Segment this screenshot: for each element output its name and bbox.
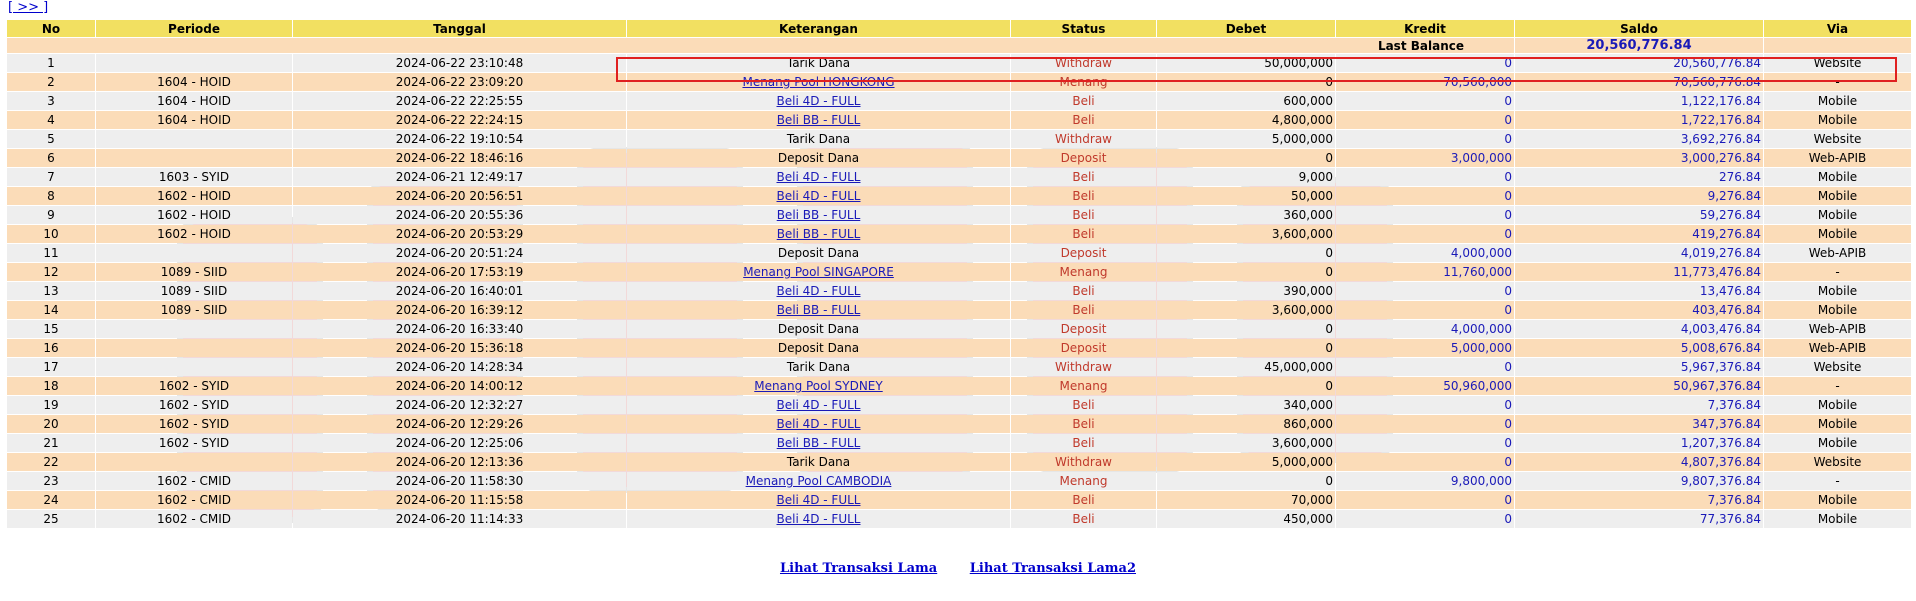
transaction-detail-link[interactable]: Beli 4D - FULL (776, 493, 861, 507)
row-debet: 0 (1157, 472, 1335, 490)
table-row (7, 206, 1911, 224)
row-number: 21 (7, 434, 95, 452)
row-number: 24 (7, 491, 95, 509)
row-number: 23 (7, 472, 95, 490)
row-keterangan (627, 187, 1010, 205)
row-debet: 3,600,000 (1157, 434, 1335, 452)
row-periode: 1602 - HOID (96, 206, 292, 224)
last-balance-value: 20,560,776.84 (1515, 38, 1763, 53)
row-via: Mobile (1764, 206, 1911, 224)
table-row (7, 130, 1911, 148)
row-via: Mobile (1764, 491, 1911, 509)
row-keterangan (627, 111, 1010, 129)
row-debet: 0 (1157, 339, 1335, 357)
row-tanggal: 2024-06-20 14:00:12 (293, 377, 626, 395)
row-keterangan: Deposit Dana (627, 244, 1010, 262)
row-number: 12 (7, 263, 95, 281)
transaction-detail-link[interactable]: Menang Pool SINGAPORE (743, 265, 894, 279)
row-tanggal: 2024-06-20 12:25:06 (293, 434, 626, 452)
row-saldo: 3,000,276.84 (1515, 149, 1763, 167)
last-balance-row (7, 38, 1911, 53)
row-periode: 1089 - SIID (96, 282, 292, 300)
row-number: 10 (7, 225, 95, 243)
row-keterangan (627, 263, 1010, 281)
row-periode: 1602 - CMID (96, 510, 292, 528)
row-tanggal: 2024-06-20 16:40:01 (293, 282, 626, 300)
row-debet: 860,000 (1157, 415, 1335, 433)
row-saldo: 9,276.84 (1515, 187, 1763, 205)
row-periode: 1604 - HOID (96, 111, 292, 129)
transaction-detail-link[interactable]: Beli BB - FULL (776, 303, 861, 317)
row-saldo: 4,003,476.84 (1515, 320, 1763, 338)
row-number: 1 (7, 54, 95, 72)
row-number: 14 (7, 301, 95, 319)
row-periode: 1602 - SYID (96, 415, 292, 433)
row-status: Deposit (1011, 339, 1156, 357)
row-debet: 3,600,000 (1157, 301, 1335, 319)
table-row (7, 301, 1911, 319)
row-tanggal: 2024-06-22 23:09:20 (293, 73, 626, 91)
column-header: No (7, 20, 95, 37)
transaction-detail-link[interactable]: Beli 4D - FULL (776, 398, 861, 412)
row-kredit: 0 (1336, 187, 1514, 205)
row-via: - (1764, 73, 1911, 91)
row-periode: 1602 - SYID (96, 396, 292, 414)
row-via: - (1764, 472, 1911, 490)
table-row (7, 434, 1911, 452)
row-number: 22 (7, 453, 95, 471)
row-kredit: 0 (1336, 225, 1514, 243)
row-tanggal: 2024-06-20 12:13:36 (293, 453, 626, 471)
row-periode: 1089 - SIID (96, 301, 292, 319)
row-kredit: 0 (1336, 415, 1514, 433)
row-saldo: 13,476.84 (1515, 282, 1763, 300)
row-periode: 1604 - HOID (96, 73, 292, 91)
row-keterangan (627, 92, 1010, 110)
row-debet: 0 (1157, 377, 1335, 395)
row-keterangan: Tarik Dana (627, 358, 1010, 376)
row-via: Website (1764, 358, 1911, 376)
row-saldo: 59,276.84 (1515, 206, 1763, 224)
table-row (7, 377, 1911, 395)
row-keterangan (627, 282, 1010, 300)
row-keterangan (627, 491, 1010, 509)
row-kredit: 9,800,000 (1336, 472, 1514, 490)
row-via: - (1764, 263, 1911, 281)
row-kredit: 0 (1336, 54, 1514, 72)
transaction-detail-link[interactable]: Beli 4D - FULL (776, 94, 861, 108)
table-header-row (7, 20, 1911, 37)
row-via: Mobile (1764, 92, 1911, 110)
row-kredit: 3,000,000 (1336, 149, 1514, 167)
row-periode: 1603 - SYID (96, 168, 292, 186)
transaction-detail-link[interactable]: Beli BB - FULL (776, 113, 861, 127)
row-tanggal: 2024-06-20 14:28:34 (293, 358, 626, 376)
row-keterangan: Tarik Dana (627, 54, 1010, 72)
row-status: Beli (1011, 491, 1156, 509)
row-saldo: 1,722,176.84 (1515, 111, 1763, 129)
row-kredit: 0 (1336, 510, 1514, 528)
row-number: 15 (7, 320, 95, 338)
row-status: Beli (1011, 282, 1156, 300)
row-periode: 1602 - CMID (96, 472, 292, 490)
row-via: Mobile (1764, 187, 1911, 205)
row-debet: 340,000 (1157, 396, 1335, 414)
row-via: Web-APIB (1764, 244, 1911, 262)
row-kredit: 0 (1336, 453, 1514, 471)
row-number: 11 (7, 244, 95, 262)
row-saldo: 7,376.84 (1515, 396, 1763, 414)
row-keterangan: Tarik Dana (627, 453, 1010, 471)
row-number: 25 (7, 510, 95, 528)
row-kredit: 0 (1336, 92, 1514, 110)
row-status: Beli (1011, 111, 1156, 129)
row-saldo: 1,122,176.84 (1515, 92, 1763, 110)
row-periode (96, 453, 292, 471)
row-keterangan (627, 377, 1010, 395)
row-keterangan: Deposit Dana (627, 320, 1010, 338)
row-status: Beli (1011, 168, 1156, 186)
row-periode: 1089 - SIID (96, 263, 292, 281)
row-status: Beli (1011, 225, 1156, 243)
row-debet: 0 (1157, 244, 1335, 262)
row-debet: 4,800,000 (1157, 111, 1335, 129)
row-kredit: 0 (1336, 168, 1514, 186)
row-periode: 1602 - HOID (96, 187, 292, 205)
row-status: Menang (1011, 73, 1156, 91)
row-kredit: 11,760,000 (1336, 263, 1514, 281)
table-row (7, 491, 1911, 509)
row-number: 8 (7, 187, 95, 205)
row-saldo: 7,376.84 (1515, 491, 1763, 509)
row-kredit: 70,560,000 (1336, 73, 1514, 91)
row-tanggal: 2024-06-20 11:15:58 (293, 491, 626, 509)
row-tanggal: 2024-06-20 12:32:27 (293, 396, 626, 414)
row-saldo: 403,476.84 (1515, 301, 1763, 319)
row-via: Mobile (1764, 282, 1911, 300)
transaction-detail-link[interactable]: Beli 4D - FULL (776, 189, 861, 203)
row-saldo: 77,376.84 (1515, 510, 1763, 528)
row-periode (96, 244, 292, 262)
row-status: Deposit (1011, 244, 1156, 262)
row-tanggal: 2024-06-20 16:39:12 (293, 301, 626, 319)
row-debet: 0 (1157, 263, 1335, 281)
row-keterangan (627, 396, 1010, 414)
row-kredit: 4,000,000 (1336, 244, 1514, 262)
column-header: Status (1011, 20, 1156, 37)
view-old-transactions-2-link[interactable]: Lihat Transaksi Lama2 (969, 561, 1136, 576)
row-kredit: 0 (1336, 396, 1514, 414)
row-via: Web-APIB (1764, 149, 1911, 167)
transaction-detail-link[interactable]: Beli 4D - FULL (776, 417, 861, 431)
transaction-detail-link[interactable]: Beli 4D - FULL (776, 512, 861, 526)
column-header: Periode (96, 20, 292, 37)
row-tanggal: 2024-06-20 12:29:26 (293, 415, 626, 433)
row-debet: 9,000 (1157, 168, 1335, 186)
row-periode: 1604 - HOID (96, 92, 292, 110)
row-debet: 0 (1157, 73, 1335, 91)
row-tanggal: 2024-06-21 12:49:17 (293, 168, 626, 186)
last-balance-label: Last Balance (7, 38, 1514, 53)
row-via: - (1764, 377, 1911, 395)
next-page-link[interactable]: [ >> ] (8, 0, 49, 15)
row-tanggal: 2024-06-20 20:56:51 (293, 187, 626, 205)
row-debet: 0 (1157, 320, 1335, 338)
row-saldo: 50,967,376.84 (1515, 377, 1763, 395)
table-row (7, 187, 1911, 205)
table-row (7, 415, 1911, 433)
row-via: Mobile (1764, 225, 1911, 243)
row-periode: 1602 - SYID (96, 434, 292, 452)
table-row (7, 54, 1911, 72)
row-saldo: 347,376.84 (1515, 415, 1763, 433)
row-kredit: 0 (1336, 282, 1514, 300)
row-status: Beli (1011, 510, 1156, 528)
row-via: Mobile (1764, 168, 1911, 186)
row-number: 9 (7, 206, 95, 224)
row-status: Menang (1011, 377, 1156, 395)
row-saldo: 1,207,376.84 (1515, 434, 1763, 452)
row-saldo: 3,692,276.84 (1515, 130, 1763, 148)
row-via: Website (1764, 54, 1911, 72)
transaction-detail-link[interactable]: Beli 4D - FULL (776, 284, 861, 298)
transaction-detail-link[interactable]: Menang Pool SYDNEY (754, 379, 883, 393)
table-row (7, 320, 1911, 338)
row-keterangan: Deposit Dana (627, 339, 1010, 357)
row-number: 19 (7, 396, 95, 414)
column-header: Tanggal (293, 20, 626, 37)
row-debet: 450,000 (1157, 510, 1335, 528)
row-kredit: 4,000,000 (1336, 320, 1514, 338)
transaction-detail-link[interactable]: Beli BB - FULL (776, 436, 861, 450)
row-status: Beli (1011, 434, 1156, 452)
row-periode: 1602 - HOID (96, 225, 292, 243)
row-saldo: 4,019,276.84 (1515, 244, 1763, 262)
row-number: 2 (7, 73, 95, 91)
row-tanggal: 2024-06-20 11:58:30 (293, 472, 626, 490)
row-via: Mobile (1764, 415, 1911, 433)
row-keterangan (627, 415, 1010, 433)
table-row (7, 168, 1911, 186)
row-keterangan (627, 225, 1010, 243)
transaction-detail-link[interactable]: Beli 4D - FULL (776, 170, 861, 184)
table-row (7, 282, 1911, 300)
row-keterangan: Tarik Dana (627, 130, 1010, 148)
row-saldo: 20,560,776.84 (1515, 54, 1763, 72)
column-header: Saldo (1515, 20, 1763, 37)
row-keterangan (627, 510, 1010, 528)
row-tanggal: 2024-06-20 16:33:40 (293, 320, 626, 338)
row-debet: 45,000,000 (1157, 358, 1335, 376)
row-saldo: 276.84 (1515, 168, 1763, 186)
row-number: 17 (7, 358, 95, 376)
row-number: 6 (7, 149, 95, 167)
table-row (7, 453, 1911, 471)
row-debet: 5,000,000 (1157, 130, 1335, 148)
row-status: Menang (1011, 472, 1156, 490)
row-kredit: 0 (1336, 301, 1514, 319)
column-header: Keterangan (627, 20, 1010, 37)
row-number: 4 (7, 111, 95, 129)
row-keterangan (627, 168, 1010, 186)
row-kredit: 5,000,000 (1336, 339, 1514, 357)
row-status: Beli (1011, 301, 1156, 319)
row-status: Menang (1011, 263, 1156, 281)
row-saldo: 5,008,676.84 (1515, 339, 1763, 357)
row-periode (96, 149, 292, 167)
row-status: Withdraw (1011, 358, 1156, 376)
row-tanggal: 2024-06-20 20:51:24 (293, 244, 626, 262)
row-periode (96, 130, 292, 148)
table-row (7, 339, 1911, 357)
row-debet: 390,000 (1157, 282, 1335, 300)
row-periode (96, 339, 292, 357)
row-via: Website (1764, 453, 1911, 471)
row-tanggal: 2024-06-20 20:53:29 (293, 225, 626, 243)
row-debet: 5,000,000 (1157, 453, 1335, 471)
row-tanggal: 2024-06-20 11:14:33 (293, 510, 626, 528)
view-old-transactions-link[interactable]: Lihat Transaksi Lama (779, 561, 938, 576)
row-kredit: 0 (1336, 206, 1514, 224)
row-periode: 1602 - CMID (96, 491, 292, 509)
row-status: Deposit (1011, 149, 1156, 167)
table-row (7, 73, 1911, 91)
row-kredit: 0 (1336, 491, 1514, 509)
row-status: Withdraw (1011, 54, 1156, 72)
row-tanggal: 2024-06-20 17:53:19 (293, 263, 626, 281)
transaction-table (6, 19, 1912, 529)
row-saldo: 11,773,476.84 (1515, 263, 1763, 281)
table-row (7, 244, 1911, 262)
row-tanggal: 2024-06-22 22:24:15 (293, 111, 626, 129)
row-tanggal: 2024-06-20 20:55:36 (293, 206, 626, 224)
transaction-detail-link[interactable]: Beli BB - FULL (776, 208, 861, 222)
row-kredit: 0 (1336, 130, 1514, 148)
row-status: Withdraw (1011, 453, 1156, 471)
table-row (7, 510, 1911, 528)
row-periode (96, 358, 292, 376)
row-number: 20 (7, 415, 95, 433)
row-status: Withdraw (1011, 130, 1156, 148)
table-row (7, 92, 1911, 110)
table-row (7, 149, 1911, 167)
row-number: 7 (7, 168, 95, 186)
row-kredit: 50,960,000 (1336, 377, 1514, 395)
row-status: Beli (1011, 187, 1156, 205)
row-periode (96, 320, 292, 338)
row-via: Mobile (1764, 301, 1911, 319)
row-via: Mobile (1764, 510, 1911, 528)
row-keterangan (627, 472, 1010, 490)
row-number: 18 (7, 377, 95, 395)
row-keterangan: Deposit Dana (627, 149, 1010, 167)
transaction-detail-link[interactable]: Beli BB - FULL (776, 227, 861, 241)
row-via: Website (1764, 130, 1911, 148)
row-keterangan (627, 301, 1010, 319)
transaction-detail-link[interactable]: Menang Pool CAMBODIA (745, 474, 892, 488)
row-saldo: 9,807,376.84 (1515, 472, 1763, 490)
row-status: Beli (1011, 396, 1156, 414)
row-number: 13 (7, 282, 95, 300)
row-status: Beli (1011, 415, 1156, 433)
row-via: Web-APIB (1764, 339, 1911, 357)
row-number: 3 (7, 92, 95, 110)
column-header: Via (1764, 20, 1911, 37)
row-debet: 3,600,000 (1157, 225, 1335, 243)
table-row (7, 111, 1911, 129)
transaction-detail-link[interactable]: Menang Pool HONGKONG (742, 75, 895, 89)
row-debet: 70,000 (1157, 491, 1335, 509)
row-via: Mobile (1764, 434, 1911, 452)
row-saldo: 70,560,776.84 (1515, 73, 1763, 91)
row-periode: 1602 - SYID (96, 377, 292, 395)
row-keterangan (627, 434, 1010, 452)
row-saldo: 5,967,376.84 (1515, 358, 1763, 376)
row-keterangan (627, 206, 1010, 224)
row-via: Mobile (1764, 396, 1911, 414)
column-header: Debet (1157, 20, 1335, 37)
row-tanggal: 2024-06-22 23:10:48 (293, 54, 626, 72)
table-row (7, 263, 1911, 281)
row-tanggal: 2024-06-22 19:10:54 (293, 130, 626, 148)
row-status: Beli (1011, 206, 1156, 224)
row-kredit: 0 (1336, 434, 1514, 452)
row-status: Deposit (1011, 320, 1156, 338)
row-debet: 0 (1157, 149, 1335, 167)
footer-links (0, 561, 1916, 576)
row-number: 5 (7, 130, 95, 148)
column-header: Kredit (1336, 20, 1514, 37)
row-kredit: 0 (1336, 111, 1514, 129)
table-row (7, 396, 1911, 414)
row-saldo: 419,276.84 (1515, 225, 1763, 243)
row-status: Beli (1011, 92, 1156, 110)
row-debet: 50,000,000 (1157, 54, 1335, 72)
row-keterangan (627, 73, 1010, 91)
row-tanggal: 2024-06-22 22:25:55 (293, 92, 626, 110)
row-debet: 50,000 (1157, 187, 1335, 205)
row-kredit: 0 (1336, 358, 1514, 376)
table-row (7, 225, 1911, 243)
row-number: 16 (7, 339, 95, 357)
row-saldo: 4,807,376.84 (1515, 453, 1763, 471)
row-periode (96, 54, 292, 72)
row-via: Web-APIB (1764, 320, 1911, 338)
table-row (7, 358, 1911, 376)
row-debet: 600,000 (1157, 92, 1335, 110)
row-tanggal: 2024-06-22 18:46:16 (293, 149, 626, 167)
row-debet: 360,000 (1157, 206, 1335, 224)
row-via: Mobile (1764, 111, 1911, 129)
table-row (7, 472, 1911, 490)
row-tanggal: 2024-06-20 15:36:18 (293, 339, 626, 357)
